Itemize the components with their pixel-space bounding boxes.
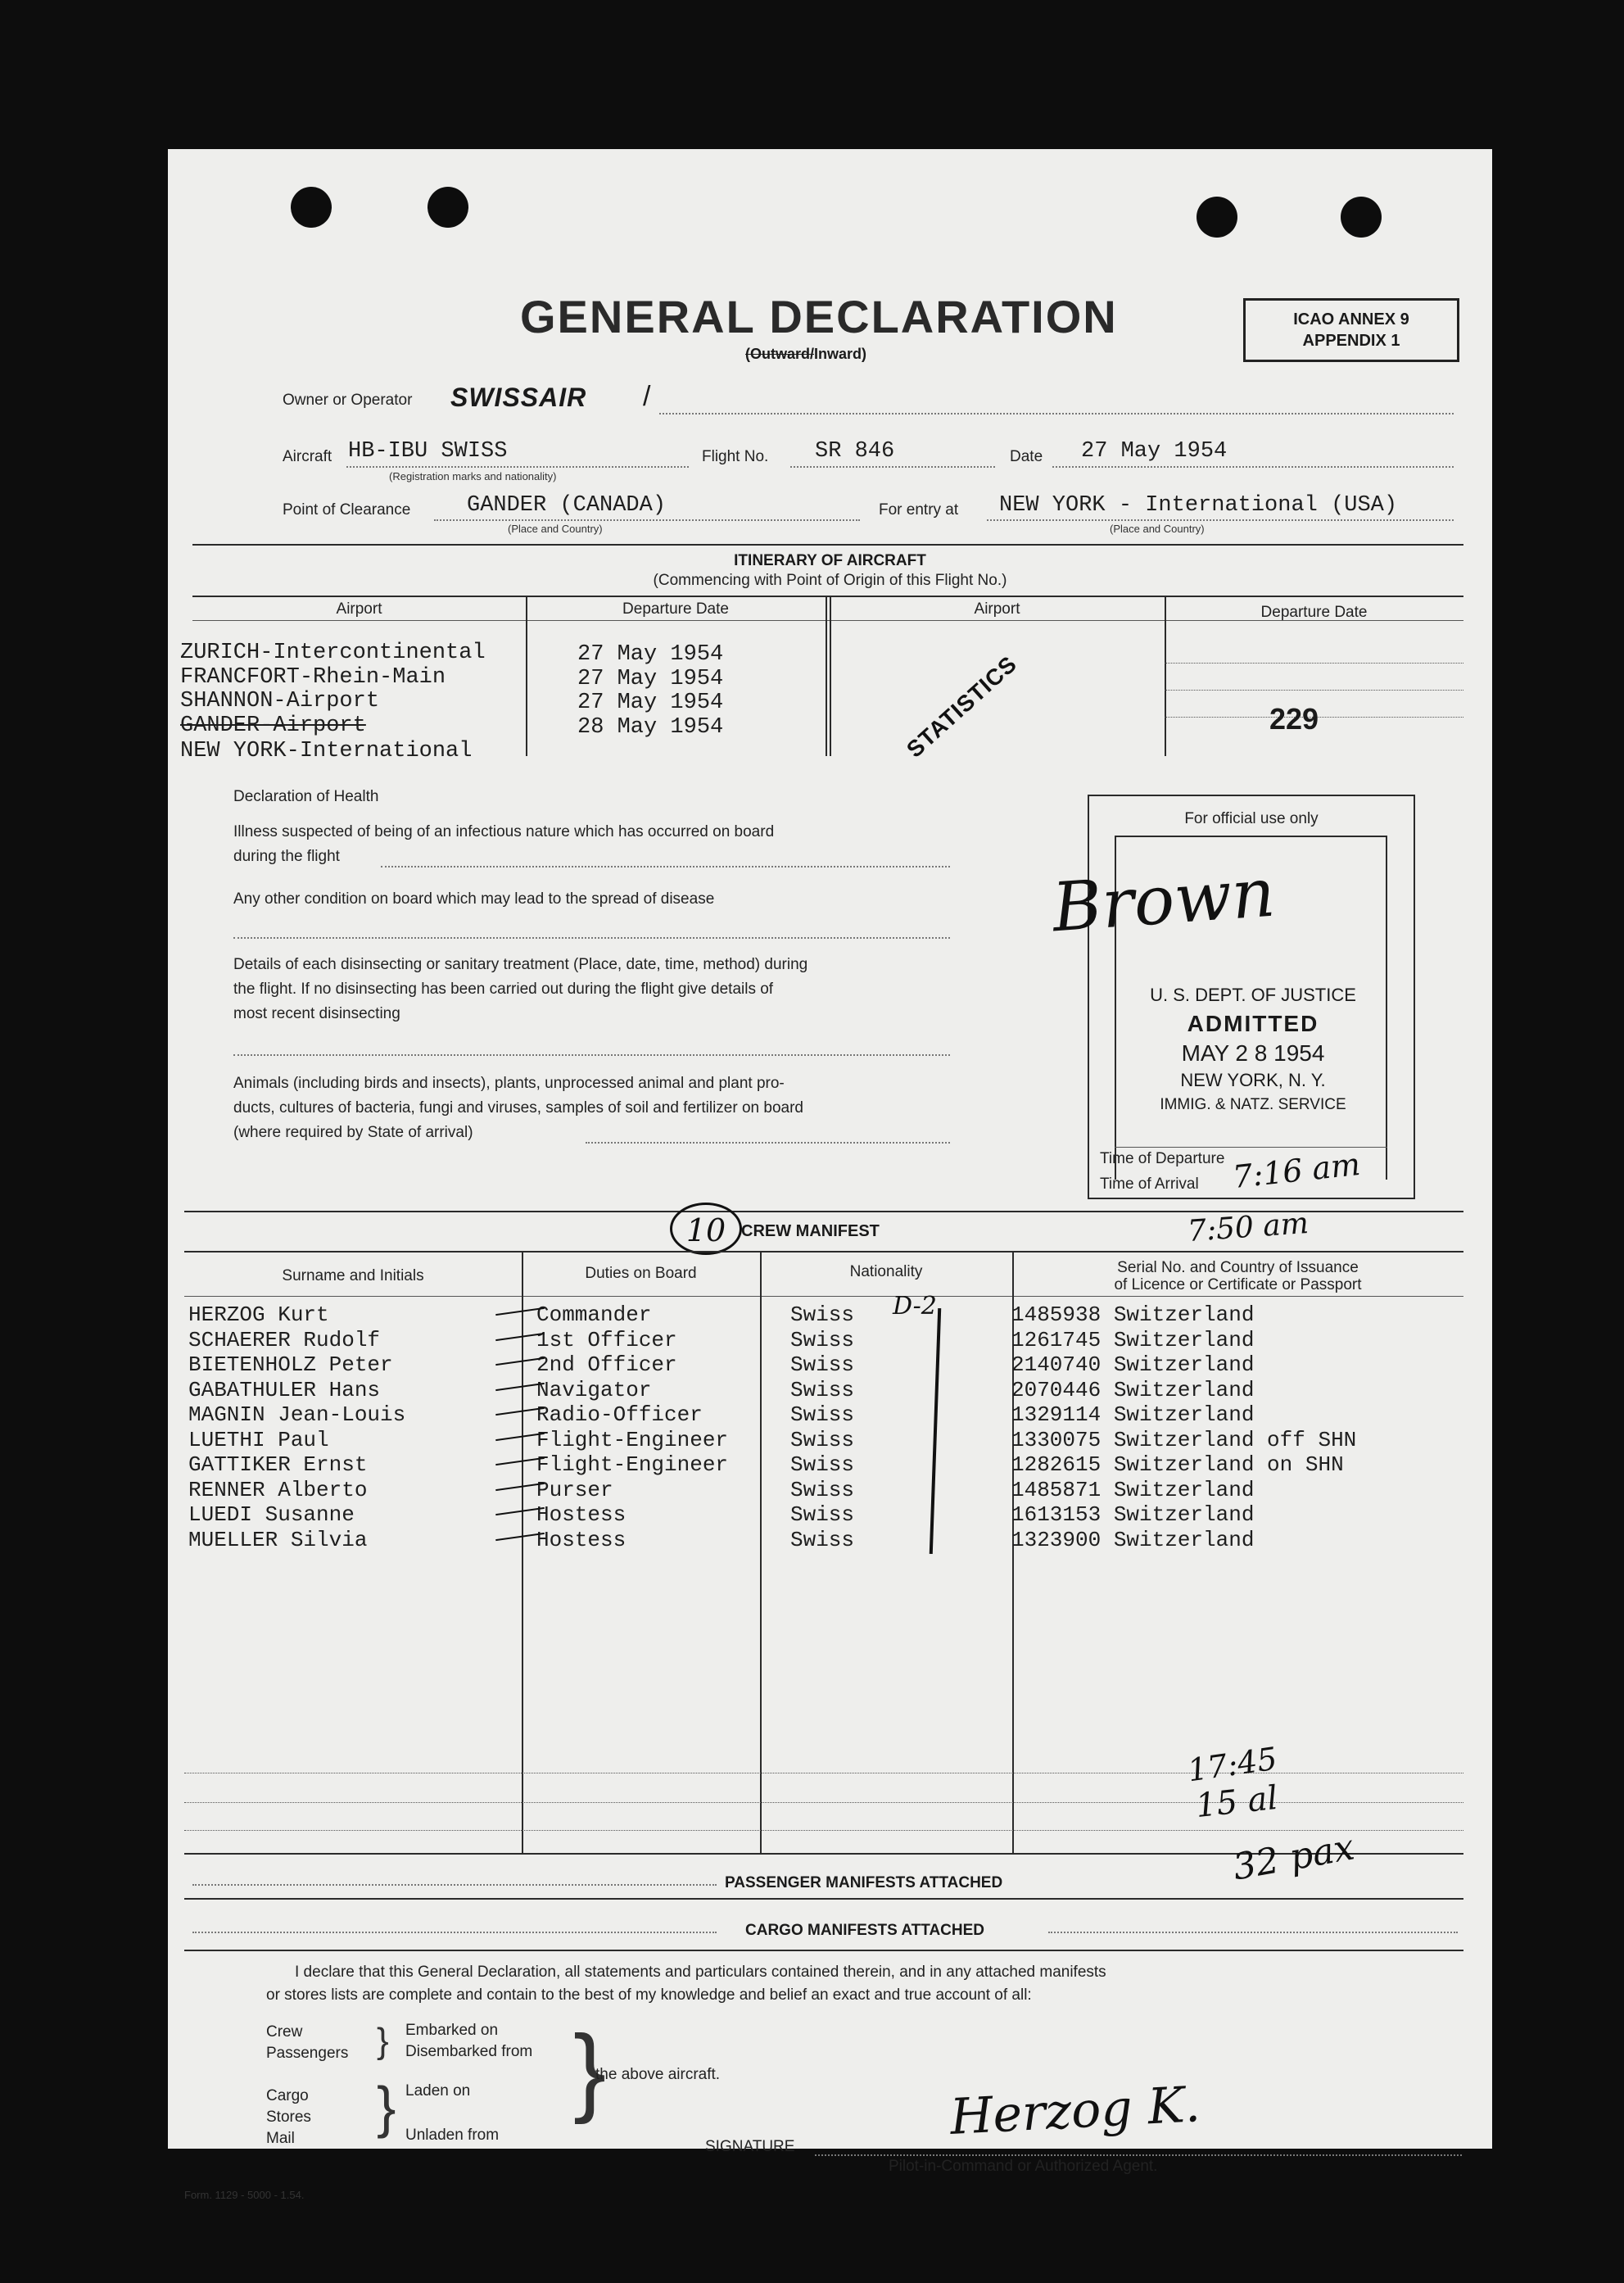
itin-airport: NEW YORK-International xyxy=(180,739,473,763)
arrival-handwritten: 7:16 am xyxy=(1231,1145,1362,1196)
decl-brace-3: } xyxy=(573,2015,607,2125)
subtitle-struck: (Outward/ xyxy=(745,346,814,362)
crew-header-top xyxy=(184,1251,1463,1252)
passenger-line xyxy=(184,1898,1463,1900)
pic-label: Pilot-in-Command or Authorized Agent. xyxy=(889,2158,1158,2175)
decl-laden: Laden on xyxy=(405,2082,471,2100)
itin-date: 27 May 1954 xyxy=(577,691,724,715)
signature-value: Herzog K. xyxy=(948,2076,1202,2146)
crew-nationality: Swiss xyxy=(790,1378,855,1402)
health-q4b: ducts, cultures of bacteria, fungi and viruses, samples of soil and fertilizer on board xyxy=(233,1099,803,1117)
health-line xyxy=(233,1054,950,1056)
date-line xyxy=(1052,466,1454,468)
entry-line xyxy=(987,519,1454,521)
itin-col-departure: Departure Date xyxy=(622,600,729,618)
crew-serial: 1485871 Switzerland xyxy=(1011,1478,1255,1502)
crew-duty: Flight-Engineer xyxy=(536,1428,729,1452)
annex-line2: APPENDIX 1 xyxy=(1302,332,1400,350)
health-q4c: (where required by State of arrival) xyxy=(233,1124,473,1141)
itin-col-airport-2: Airport xyxy=(974,600,1020,618)
hand-note-2: 15 al xyxy=(1193,1778,1280,1826)
crew-serial: 1613153 Switzerland xyxy=(1011,1502,1255,1527)
entry-value: NEW YORK - International (USA) xyxy=(999,493,1398,518)
aircraft-value: HB-IBU SWISS xyxy=(348,439,508,464)
itinerary-subtitle: (Commencing with Point of Origin of this Flight No.) xyxy=(653,572,1007,589)
decl-stores: Stores xyxy=(266,2109,311,2126)
decl-cargo: Cargo xyxy=(266,2087,309,2104)
crew-header-bottom xyxy=(184,1296,1463,1297)
crew-col-surname: Surname and Initials xyxy=(282,1267,424,1284)
decl-passengers: Passengers xyxy=(266,2045,349,2062)
crew-dotted xyxy=(184,1830,1463,1831)
clearance-line xyxy=(434,519,860,521)
crew-duty: 1st Officer xyxy=(536,1328,677,1352)
clearance-note: (Place and Country) xyxy=(508,523,603,535)
cargo-manifest: CARGO MANIFESTS ATTACHED xyxy=(745,1922,985,1939)
itin-airport: GANDER-Airport xyxy=(180,713,366,738)
itinerary-number: 229 xyxy=(1269,702,1319,736)
crew-name: MAGNIN Jean-Louis xyxy=(188,1402,406,1427)
decl-disembarked: Disembarked from xyxy=(405,2043,533,2060)
flight-label: Flight No. xyxy=(702,448,769,465)
crew-circled-number: 10 xyxy=(670,1203,742,1255)
nationality-bracket xyxy=(930,1308,941,1554)
entry-note: (Place and Country) xyxy=(1110,523,1205,535)
annex-box xyxy=(1243,298,1459,362)
stamp-line2: ADMITTED xyxy=(1187,1011,1319,1036)
form-number: Form. 1129 - 5000 - 1.54. xyxy=(184,2189,305,2201)
crew-serial: 1329114 Switzerland xyxy=(1011,1402,1255,1427)
itin-date: 27 May 1954 xyxy=(577,667,724,691)
crew-nationality: Swiss xyxy=(790,1428,855,1452)
crew-name: LUEDI Susanne xyxy=(188,1502,355,1527)
flight-value: SR 846 xyxy=(815,439,895,464)
separator xyxy=(192,544,1463,546)
crew-col-duties: Duties on Board xyxy=(585,1265,697,1282)
crew-col-line xyxy=(522,1251,523,1853)
hand-note-1: 17:45 xyxy=(1185,1740,1280,1789)
itin-airport: ZURICH-Intercontinental xyxy=(180,641,486,665)
flight-line xyxy=(790,466,995,468)
nationality-note: D-2 xyxy=(893,1292,937,1320)
owner-slash: / xyxy=(643,381,651,412)
crew-handwritten-time: 7:50 am xyxy=(1186,1206,1310,1249)
crew-nationality: Swiss xyxy=(790,1502,855,1527)
health-q2: Any other condition on board which may lead to the spread of disease xyxy=(233,890,715,908)
crew-nationality: Swiss xyxy=(790,1528,855,1552)
aircraft-line xyxy=(346,466,689,468)
itin-airport: SHANNON-Airport xyxy=(180,689,380,713)
crew-duty: Purser xyxy=(536,1478,613,1502)
official-title: For official use only xyxy=(1184,810,1319,827)
crew-serial: 2140740 Switzerland xyxy=(1011,1352,1255,1377)
cargo-dots-right xyxy=(1048,1932,1458,1933)
decl-crew: Crew xyxy=(266,2023,303,2041)
admitted-stamp xyxy=(1122,985,1384,1114)
signature-label: SIGNATURE xyxy=(705,2138,795,2155)
crew-nationality: Swiss xyxy=(790,1452,855,1477)
itinerary-col-line xyxy=(526,596,527,756)
crew-col-line xyxy=(760,1251,762,1853)
health-q1a: Illness suspected of being of an infectious nature which has occurred on board xyxy=(233,823,775,840)
crew-serial: 1282615 Switzerland on SHN xyxy=(1011,1452,1344,1477)
itinerary-col-line xyxy=(826,596,827,756)
crew-name: BIETENHOLZ Peter xyxy=(188,1352,393,1377)
stamp-line1: U. S. DEPT. OF JUSTICE xyxy=(1150,985,1356,1005)
form-subtitle xyxy=(745,346,866,363)
crew-title: CREW MANIFEST xyxy=(741,1222,880,1240)
form-title: GENERAL DECLARATION xyxy=(520,291,1118,342)
itin-airport: FRANCFORT-Rhein-Main xyxy=(180,665,446,690)
crew-serial: 1323900 Switzerland xyxy=(1011,1528,1255,1552)
itinerary-col-line xyxy=(830,596,831,756)
crew-duty: Flight-Engineer xyxy=(536,1452,729,1477)
owner-line xyxy=(659,413,1454,414)
cargo-dots xyxy=(192,1932,717,1933)
punch-hole xyxy=(1341,197,1382,238)
itin-date: 28 May 1954 xyxy=(577,715,724,740)
itin-dotted-row xyxy=(1165,663,1463,664)
health-q3a: Details of each disinsecting or sanitary treatment (Place, date, time, method) during xyxy=(233,956,808,973)
passenger-manifest: PASSENGER MANIFESTS ATTACHED xyxy=(725,1874,1003,1891)
passenger-dots xyxy=(192,1884,717,1886)
statistics-stamp: STATISTICS xyxy=(902,650,1022,763)
health-line xyxy=(586,1142,950,1144)
owner-label: Owner or Operator xyxy=(283,392,413,409)
crew-serial: 1261745 Switzerland xyxy=(1011,1328,1255,1352)
itin-col-airport: Airport xyxy=(336,600,382,618)
decl-unladen: Unladen from xyxy=(405,2127,500,2144)
crew-duty: Navigator xyxy=(536,1378,652,1402)
declaration-line1: I declare that this General Declaration, all statements and particulars contained therein, and in any attached manifests xyxy=(295,1964,1106,1981)
crew-duty: Hostess xyxy=(536,1528,627,1552)
health-q3c: most recent disinsecting xyxy=(233,1005,400,1022)
official-signature: Brown xyxy=(1050,854,1278,948)
aircraft-label: Aircraft xyxy=(283,448,332,465)
crew-duty: Hostess xyxy=(536,1502,627,1527)
crew-name: GATTIKER Ernst xyxy=(188,1452,368,1477)
crew-serial: 1330075 Switzerland off SHN xyxy=(1011,1428,1357,1452)
owner-value: SWISSAIR xyxy=(450,383,587,412)
health-q4a: Animals (including birds and insects), plants, unprocessed animal and plant pro- xyxy=(233,1075,785,1092)
hand-note-3: 32 pax xyxy=(1229,1826,1358,1889)
itin-date: 27 May 1954 xyxy=(577,642,724,667)
stamp-line5: IMMIG. & NATZ. SERVICE xyxy=(1160,1096,1346,1113)
crew-serial: 1485938 Switzerland xyxy=(1011,1302,1255,1327)
health-q1b: during the flight xyxy=(233,848,340,865)
punch-hole xyxy=(1197,197,1237,238)
crew-name: SCHAERER Rudolf xyxy=(188,1328,381,1352)
cargo-line xyxy=(184,1950,1463,1951)
annex-line1: ICAO ANNEX 9 xyxy=(1293,310,1409,328)
decl-brace-2: } xyxy=(377,2075,396,2139)
crew-name: GABATHULER Hans xyxy=(188,1378,381,1402)
itinerary-top-line xyxy=(192,596,1463,597)
clearance-label: Point of Clearance xyxy=(283,501,411,519)
decl-mail: Mail xyxy=(266,2130,295,2147)
departure-label: Time of Departure xyxy=(1100,1150,1225,1167)
crew-name: HERZOG Kurt xyxy=(188,1302,329,1327)
health-title: Declaration of Health xyxy=(233,788,379,805)
punch-hole xyxy=(427,187,468,228)
itinerary-title: ITINERARY OF AIRCRAFT xyxy=(734,552,926,569)
crew-serial: 2070446 Switzerland xyxy=(1011,1378,1255,1402)
declaration-form xyxy=(168,149,1492,2201)
decl-embarked: Embarked on xyxy=(405,2022,499,2039)
crew-name: LUETHI Paul xyxy=(188,1428,329,1452)
itin-dotted-row xyxy=(1165,690,1463,691)
itin-col-departure-2: Departure Date xyxy=(1260,604,1368,621)
declaration-line2: or stores lists are complete and contain to the best of my knowledge and belief an exact and true account of all: xyxy=(266,1986,1032,2004)
health-q3b: the flight. If no disinsecting has been carried out during the flight give details of xyxy=(233,981,774,998)
crew-duty: Radio-Officer xyxy=(536,1402,703,1427)
decl-above: the above aircraft. xyxy=(595,2066,721,2083)
crew-name: MUELLER Silvia xyxy=(188,1528,368,1552)
crew-nationality: Swiss xyxy=(790,1478,855,1502)
crew-name: RENNER Alberto xyxy=(188,1478,368,1502)
crew-nationality: Swiss xyxy=(790,1402,855,1427)
entry-label: For entry at xyxy=(879,501,959,519)
date-value: 27 May 1954 xyxy=(1081,439,1228,464)
signature-line xyxy=(815,2154,1462,2156)
crew-duty: 2nd Officer xyxy=(536,1352,677,1377)
decl-brace-1: } xyxy=(377,2021,389,2061)
aircraft-note: (Registration marks and nationality) xyxy=(389,470,557,482)
date-label: Date xyxy=(1010,448,1043,465)
health-line xyxy=(381,866,950,867)
crew-duty: Commander xyxy=(536,1302,652,1327)
health-line xyxy=(233,937,950,939)
crew-nationality: Swiss xyxy=(790,1352,855,1377)
crew-col-serial-1: Serial No. and Country of Issuance xyxy=(1117,1259,1359,1276)
crew-col-nationality: Nationality xyxy=(849,1263,923,1280)
crew-col-serial-2: of Licence or Certificate or Passport xyxy=(1114,1276,1362,1293)
stamp-line4: NEW YORK, N. Y. xyxy=(1180,1070,1326,1090)
punch-hole xyxy=(291,187,332,228)
arrival-label: Time of Arrival xyxy=(1100,1175,1199,1193)
subtitle-rest: Inward) xyxy=(814,346,867,362)
crew-nationality: Swiss xyxy=(790,1328,855,1352)
crew-nationality: Swiss xyxy=(790,1302,855,1327)
stamp-line3: MAY 2 8 1954 xyxy=(1181,1040,1325,1066)
clearance-value: GANDER (CANADA) xyxy=(467,493,667,518)
